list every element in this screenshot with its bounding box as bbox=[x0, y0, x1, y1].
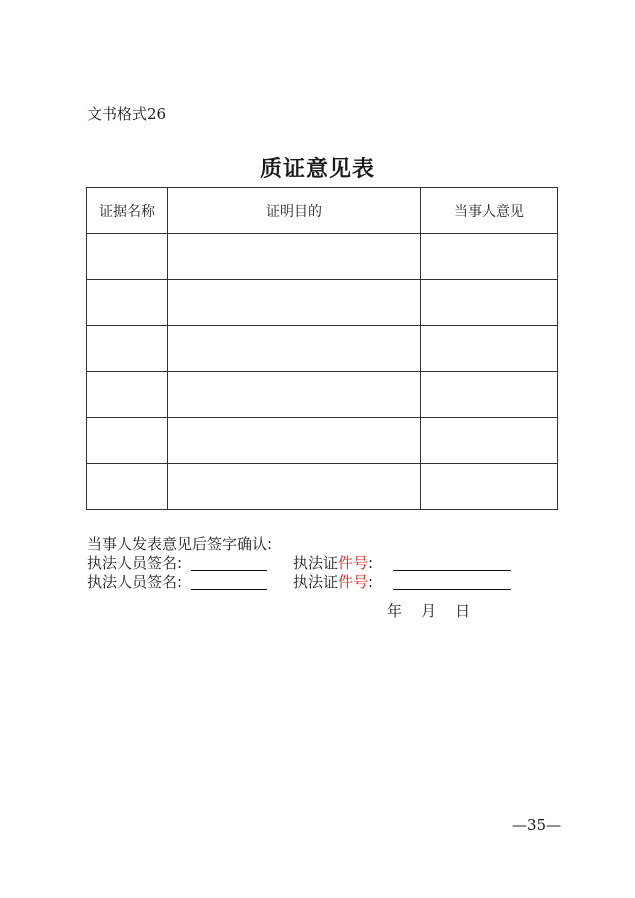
table-cell bbox=[421, 464, 558, 510]
confirm-line bbox=[87, 535, 272, 554]
table-cell bbox=[421, 372, 558, 418]
table-cell bbox=[421, 326, 558, 372]
table-row bbox=[87, 234, 558, 280]
table-cell bbox=[168, 464, 421, 510]
certificate-label bbox=[293, 554, 373, 573]
table-cell bbox=[168, 234, 421, 280]
signature-blank[interactable] bbox=[191, 589, 267, 590]
table-row bbox=[87, 464, 558, 510]
confirm-text: 当事人发表意见后签字确认: bbox=[87, 535, 273, 553]
table-cell bbox=[87, 464, 168, 510]
table-cell bbox=[168, 418, 421, 464]
table-header-row bbox=[87, 188, 558, 234]
table-cell bbox=[87, 372, 168, 418]
evidence-opinion-table bbox=[86, 187, 558, 510]
header-proof-purpose: 证明目的 bbox=[168, 188, 421, 234]
signature-blank[interactable] bbox=[191, 570, 267, 571]
certificate-number-blank[interactable] bbox=[393, 570, 511, 571]
document-format-label: 文书格式26 bbox=[87, 105, 167, 123]
table-cell bbox=[168, 280, 421, 326]
table-row bbox=[87, 418, 558, 464]
signature-line-2 bbox=[87, 573, 374, 592]
table-cell bbox=[421, 418, 558, 464]
date-line: 年 月 日 bbox=[387, 602, 471, 620]
signature-section bbox=[87, 535, 374, 592]
certificate-label-suffix: : bbox=[368, 554, 374, 572]
signer-label: 执法人员签名: bbox=[87, 554, 183, 572]
table-cell bbox=[87, 234, 168, 280]
header-evidence-name: 证据名称 bbox=[87, 188, 168, 234]
table-cell bbox=[168, 326, 421, 372]
table-cell bbox=[87, 280, 168, 326]
signer-label: 执法人员签名: bbox=[87, 573, 183, 591]
certificate-label-prefix: 执法证 bbox=[293, 573, 339, 591]
table-cell bbox=[421, 280, 558, 326]
certificate-label-highlight: 件号 bbox=[338, 573, 369, 591]
signature-line-1 bbox=[87, 554, 374, 573]
table-cell bbox=[168, 372, 421, 418]
certificate-number-blank[interactable] bbox=[393, 589, 511, 590]
page-number: —35— bbox=[512, 816, 562, 834]
table-row bbox=[87, 372, 558, 418]
document-title: 质证意见表 bbox=[259, 156, 375, 182]
certificate-label-highlight: 件号 bbox=[338, 554, 369, 572]
certificate-label bbox=[293, 573, 373, 592]
table-row bbox=[87, 280, 558, 326]
header-party-opinion: 当事人意见 bbox=[421, 188, 558, 234]
certificate-label-suffix: : bbox=[368, 573, 374, 591]
table-cell bbox=[421, 234, 558, 280]
table-cell bbox=[87, 418, 168, 464]
table-cell bbox=[87, 326, 168, 372]
table-row bbox=[87, 326, 558, 372]
certificate-label-prefix: 执法证 bbox=[293, 554, 339, 572]
